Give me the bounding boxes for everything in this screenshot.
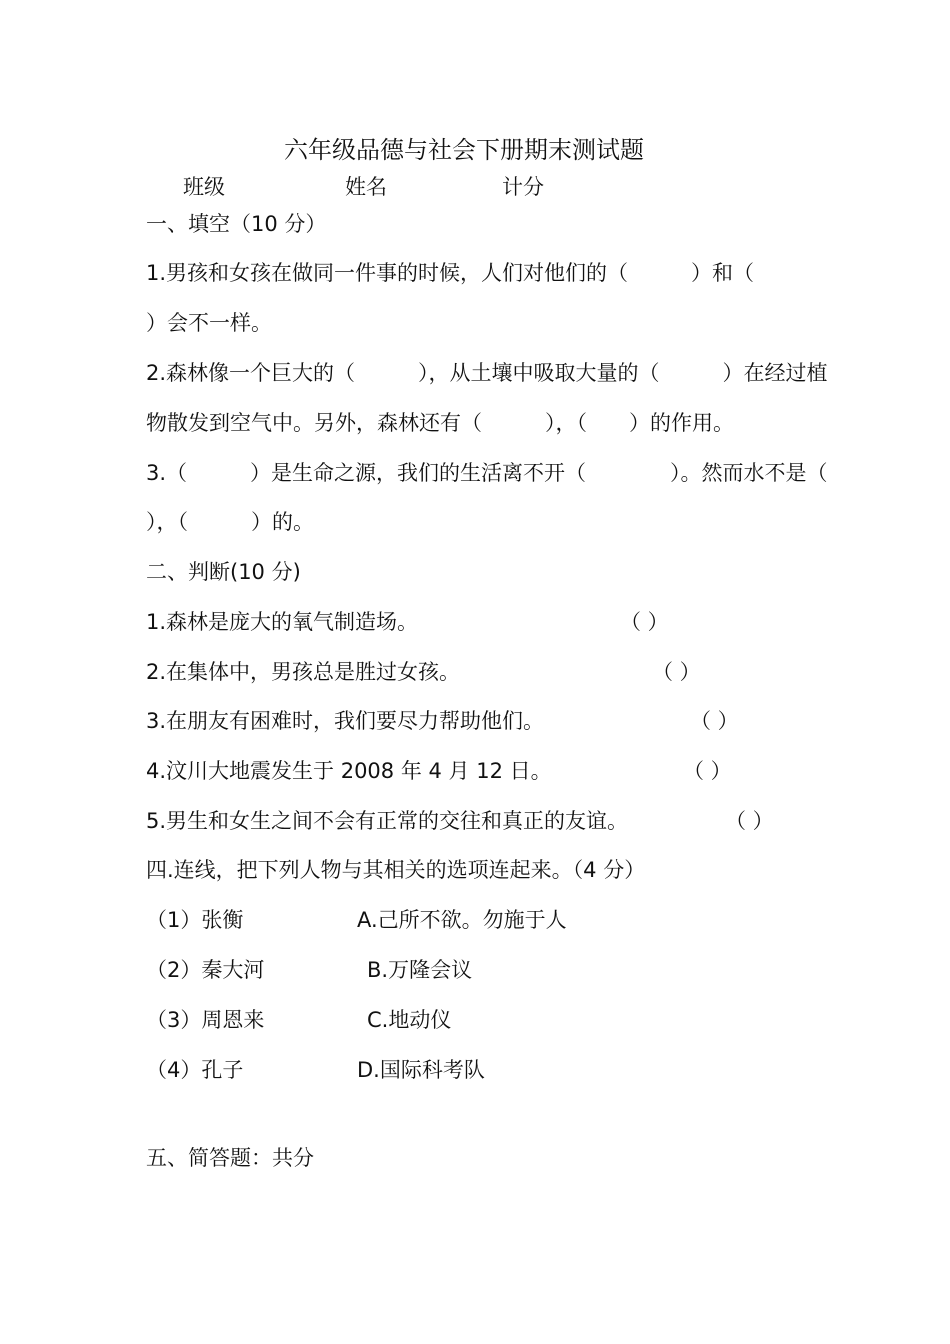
- fill-q3-line2: ），（ ）的。: [146, 510, 314, 534]
- page-title: 六年级品德与社会下册期末测试题: [284, 136, 644, 164]
- match-right-c: C.地动仪: [367, 1008, 452, 1032]
- section4-heading: 四.连线，把下列人物与其相关的选项连起来。（4 分）: [146, 858, 646, 882]
- judge-item-5: 5.男生和女生之间不会有正常的交往和真正的友谊。: [146, 809, 629, 833]
- judge-answer-4[interactable]: （ ）: [683, 759, 732, 783]
- judge-answer-1[interactable]: （ ）: [620, 610, 669, 634]
- judge-answer-5[interactable]: （ ）: [725, 809, 774, 833]
- name-label: 姓名: [345, 175, 387, 199]
- class-label: 班级: [183, 175, 225, 199]
- fill-q1-line1: 1.男孩和女孩在做同一件事的时候，人们对他们的（ ）和（: [146, 261, 755, 285]
- section1-heading: 一、填空（10 分）: [146, 212, 327, 236]
- judge-answer-3[interactable]: （ ）: [690, 709, 739, 733]
- judge-answer-2[interactable]: （ ）: [652, 660, 701, 684]
- score-label: 计分: [502, 175, 544, 199]
- match-left-2: （2）秦大河: [146, 958, 265, 982]
- match-right-a: A.己所不欲。勿施于人: [357, 908, 567, 932]
- section5-heading: 五、简答题：共分: [146, 1146, 314, 1170]
- judge-item-3: 3.在朋友有困难时，我们要尽力帮助他们。: [146, 709, 545, 733]
- match-right-d: D.国际科考队: [357, 1058, 485, 1082]
- section2-heading: 二、判断(10 分): [146, 560, 301, 584]
- match-left-1: （1）张衡: [146, 908, 244, 932]
- match-right-b: B.万隆会议: [367, 958, 473, 982]
- match-left-3: （3）周恩来: [146, 1008, 265, 1032]
- fill-q3-line1: 3.（ ）是生命之源，我们的生活离不开（ ）。然而水不是（: [146, 461, 828, 485]
- judge-item-2: 2.在集体中，男孩总是胜过女孩。: [146, 660, 461, 684]
- fill-q2-line2: 物散发到空气中。另外，森林还有（ ），（ ）的作用。: [146, 411, 734, 435]
- fill-q1-line2: ）会不一样。: [146, 311, 272, 335]
- match-left-4: （4）孔子: [146, 1058, 244, 1082]
- judge-item-4: 4.汶川大地震发生于 2008 年 4 月 12 日。: [146, 759, 552, 783]
- judge-item-1: 1.森林是庞大的氧气制造场。: [146, 610, 419, 634]
- fill-q2-line1: 2.森林像一个巨大的（ ），从土壤中吸取大量的（ ）在经过植: [146, 361, 828, 385]
